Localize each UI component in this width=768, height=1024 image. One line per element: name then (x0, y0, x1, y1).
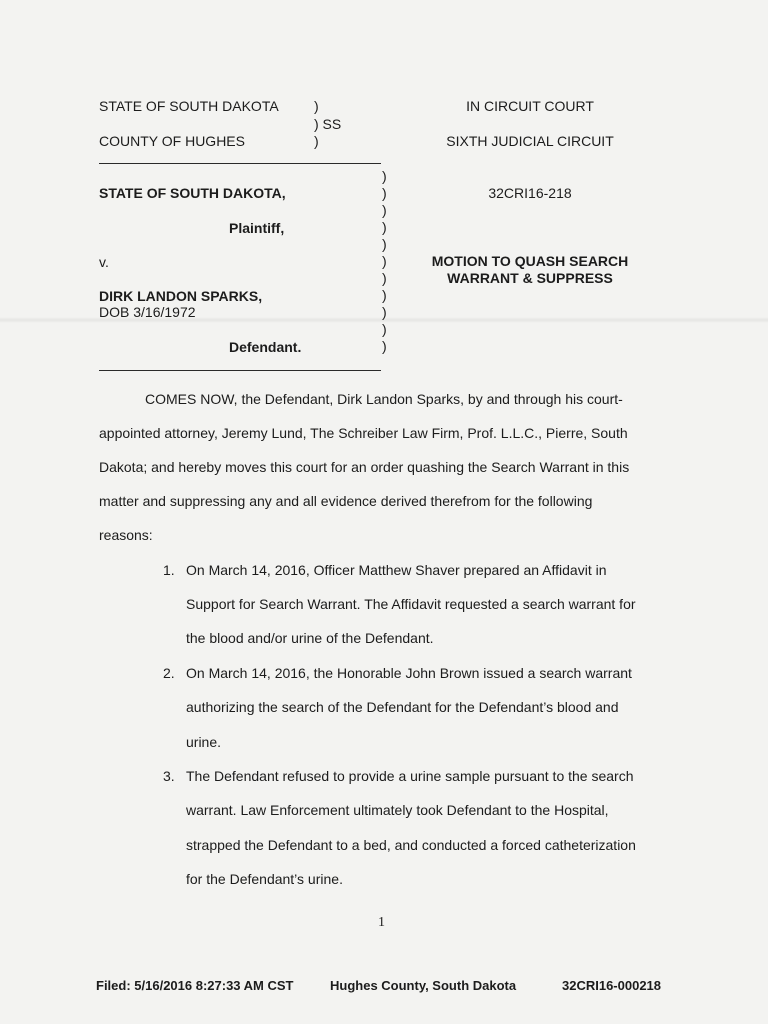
list-item-line: warrant. Law Enforcement ultimately took Defendant to the Hospital, (186, 802, 609, 818)
circuit-name: SIXTH JUDICIAL CIRCUIT (446, 133, 614, 149)
footer-county: Hughes County, South Dakota (330, 978, 517, 993)
paren: ) (382, 236, 387, 252)
defendant-dob: DOB 3/16/1972 (99, 304, 196, 320)
defendant-name: DIRK LANDON SPARKS, (99, 288, 263, 304)
motion-title-line2: WARRANT & SUPPRESS (447, 270, 613, 286)
intro-line: COMES NOW, the Defendant, Dirk Landon Sparks, by and through his court- (145, 391, 623, 407)
caption-state: STATE OF SOUTH DAKOTA (99, 98, 279, 114)
intro-line: matter and suppressing any and all evidence derived therefrom for the following (99, 493, 593, 509)
caption-divider-top (99, 163, 381, 164)
paren: ) (382, 287, 387, 303)
intro-line: appointed attorney, Jeremy Lund, The Schreiber Law Firm, Prof. L.L.C., Pierre, South (99, 425, 628, 441)
caption-ss: ) SS (314, 116, 342, 132)
defendant-role: Defendant. (229, 339, 302, 355)
plaintiff-role: Plaintiff, (229, 220, 285, 236)
page-number: 1 (378, 915, 385, 930)
paren: ) (382, 168, 387, 184)
paren: ) (382, 202, 387, 218)
list-item-line: On March 14, 2016, Officer Matthew Shaver prepared an Affidavit in (186, 562, 607, 578)
intro-line: reasons: (99, 527, 153, 543)
paren: ) (382, 185, 387, 201)
versus: v. (99, 254, 109, 270)
list-item-number: 3. (163, 768, 175, 784)
paren: ) (382, 338, 387, 354)
list-item-line: the blood and/or urine of the Defendant. (186, 630, 434, 646)
caption-paren: ) (314, 133, 319, 149)
caption-county: COUNTY OF HUGHES (99, 133, 245, 149)
paren: ) (382, 321, 387, 337)
plaintiff-name: STATE OF SOUTH DAKOTA, (99, 185, 286, 201)
footer-file-number: 32CRI16-000218 (562, 978, 662, 993)
list-item-line: On March 14, 2016, the Honorable John Brown issued a search warrant (186, 665, 632, 681)
caption-divider-bottom (99, 370, 381, 371)
list-item-line: authorizing the search of the Defendant for the Defendant’s blood and (186, 699, 619, 715)
list-item-line: strapped the Defendant to a bed, and conducted a forced catheterization (186, 837, 636, 853)
list-item-line: The Defendant refused to provide a urine sample pursuant to the search (186, 768, 634, 784)
list-item-line: Support for Search Warrant. The Affidavit requested a search warrant for (186, 596, 636, 612)
paren: ) (382, 270, 387, 286)
paren: ) (382, 304, 387, 320)
list-item-number: 2. (163, 665, 175, 681)
footer-filed: Filed: 5/16/2016 8:27:33 AM CST (96, 978, 294, 993)
list-item-line: for the Defendant’s urine. (186, 871, 343, 887)
list-item-line: urine. (186, 734, 222, 750)
motion-title-line1: MOTION TO QUASH SEARCH (431, 253, 629, 269)
paren: ) (382, 219, 387, 235)
caption-paren: ) (314, 98, 319, 114)
paren: ) (382, 253, 387, 269)
intro-line: Dakota; and hereby moves this court for an order quashing the Search Warrant in this (99, 459, 630, 475)
court-name: IN CIRCUIT COURT (466, 98, 594, 114)
list-item-number: 1. (163, 562, 175, 578)
case-number: 32CRI16-218 (488, 185, 572, 201)
